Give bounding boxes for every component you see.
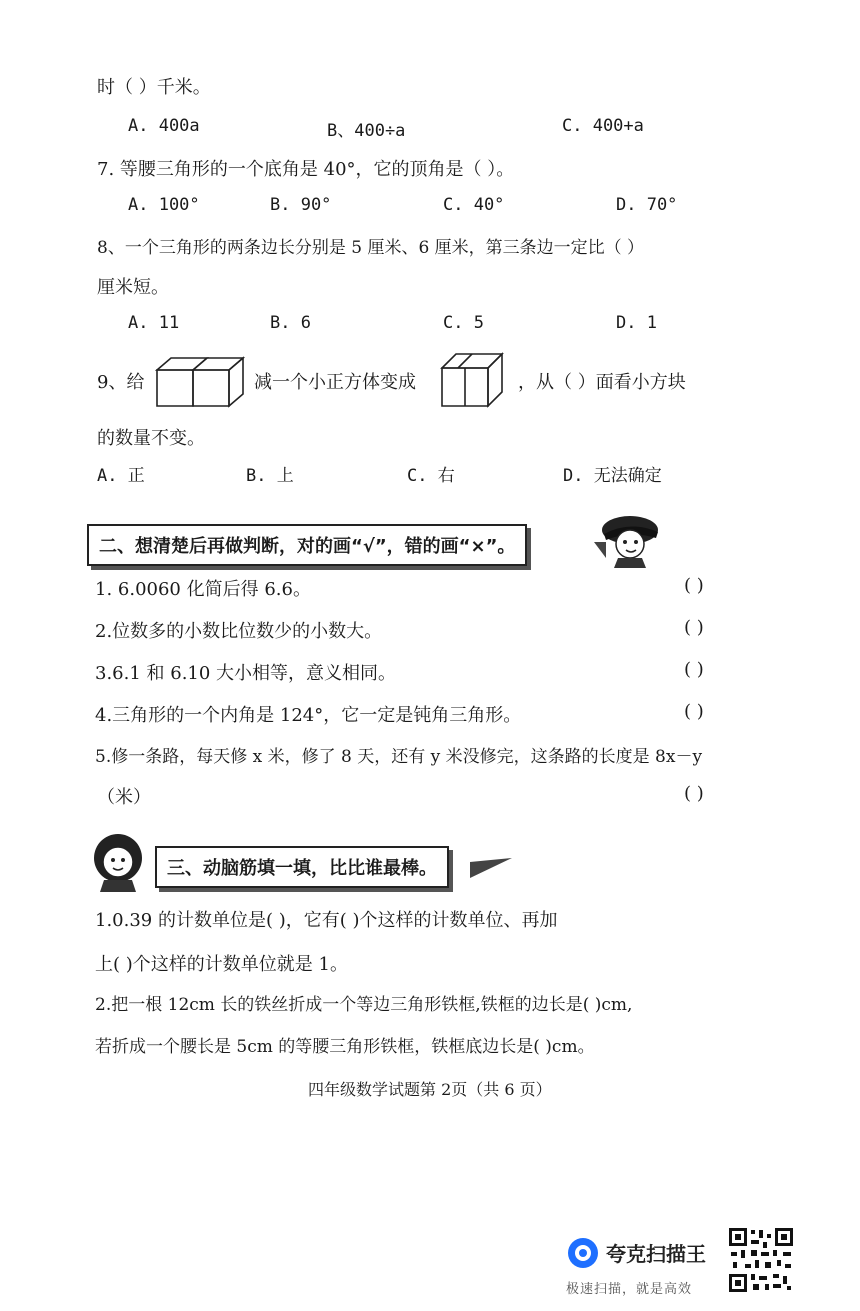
judge-item-1: 1. 6.0060 化简后得 6.6。: [95, 579, 311, 600]
q7-option-d: D. 70°: [616, 195, 678, 215]
q7-option-b: B. 90°: [270, 195, 332, 215]
section2-title: 二、想清楚后再做判断，对的画“√”，错的画“×”。: [87, 524, 527, 566]
q9-option-b: B. 上: [246, 466, 294, 486]
q7-option-c: C. 40°: [443, 195, 505, 215]
fill-q1-line1: 1.0.39 的计数单位是( )，它有( )个这样的计数单位、再加: [95, 910, 558, 931]
q6-option-c: C. 400+a: [562, 116, 644, 136]
fill-q1-line2: 上( )个这样的计数单位就是 1。: [95, 954, 348, 975]
q9-line2: 的数量不变。: [97, 428, 205, 449]
q7-stem: 7. 等腰三角形的一个底角是 40°，它的顶角是（ ）。: [97, 159, 515, 180]
q6-option-a: A. 400a: [128, 116, 200, 136]
cube-group-before-figure: [155, 352, 245, 408]
q8-stem-line1: 8、一个三角形的两条边长分别是 5 厘米、6 厘米，第三条边一定比（ ）: [97, 238, 645, 258]
q8-option-b: B. 6: [270, 313, 311, 333]
qr-code-icon: [727, 1226, 795, 1294]
q9-prefix: 9、给: [97, 372, 145, 393]
judge-item-3: 3.6.1 和 6.10 大小相等，意义相同。: [95, 663, 397, 684]
cube-group-after-figure: [440, 350, 506, 408]
judge-item-4: 4.三角形的一个内角是 124°，它一定是钝角三角形。: [95, 705, 522, 726]
q9-suffix: ，从（ ）面看小方块: [518, 372, 686, 393]
fill-q2-line1: 2.把一根 12cm 长的铁丝折成一个等边三角形铁框,铁框的边长是( )cm,: [95, 995, 633, 1015]
q8-option-a: A. 11: [128, 313, 180, 333]
girl-cartoon-icon: [90, 832, 146, 894]
judge-answer-paren-3: ( ): [684, 659, 704, 680]
judge-answer-paren-5: ( ): [684, 783, 704, 804]
q8-stem-line2: 厘米短。: [97, 277, 169, 298]
q6-option-b: B、400÷a: [327, 121, 406, 141]
judge-answer-paren-1: ( ): [684, 575, 704, 596]
scanner-logo-icon: [566, 1236, 600, 1270]
fill-q2-line2: 若折成一个腰长是 5cm 的等腰三角形铁框，铁框底边长是( )cm。: [95, 1037, 595, 1057]
judge-item-5: 5.修一条路，每天修 x 米，修了 8 天，还有 y 米没修完，这条路的长度是 8x－y: [95, 747, 703, 767]
boy-cartoon-icon: [586, 508, 666, 570]
section3-title: 三、动脑筋填一填，比比谁最棒。: [155, 846, 449, 888]
q7-option-a: A. 100°: [128, 195, 200, 215]
header-arrow-decoration: [470, 856, 512, 882]
brand-name: 夸克扫描王: [606, 1242, 706, 1266]
q9-option-d: D. 无法确定: [563, 466, 662, 486]
q6-stem-tail: 时（ ）千米。: [97, 77, 211, 98]
judge-answer-paren-2: ( ): [684, 617, 704, 638]
brand-slogan: 极速扫描，就是高效: [566, 1282, 693, 1297]
q8-option-c: C. 5: [443, 313, 484, 333]
judge-item-5-line2: （米）: [97, 787, 151, 808]
q9-option-a: A. 正: [97, 466, 145, 486]
q9-middle: 减一个小正方体变成: [254, 372, 416, 393]
page-footer: 四年级数学试题第 2页（共 6 页）: [308, 1080, 552, 1099]
q8-option-d: D. 1: [616, 313, 657, 333]
q9-option-c: C. 右: [407, 466, 455, 486]
judge-item-2: 2.位数多的小数比位数少的小数大。: [95, 621, 383, 642]
judge-answer-paren-4: ( ): [684, 701, 704, 722]
